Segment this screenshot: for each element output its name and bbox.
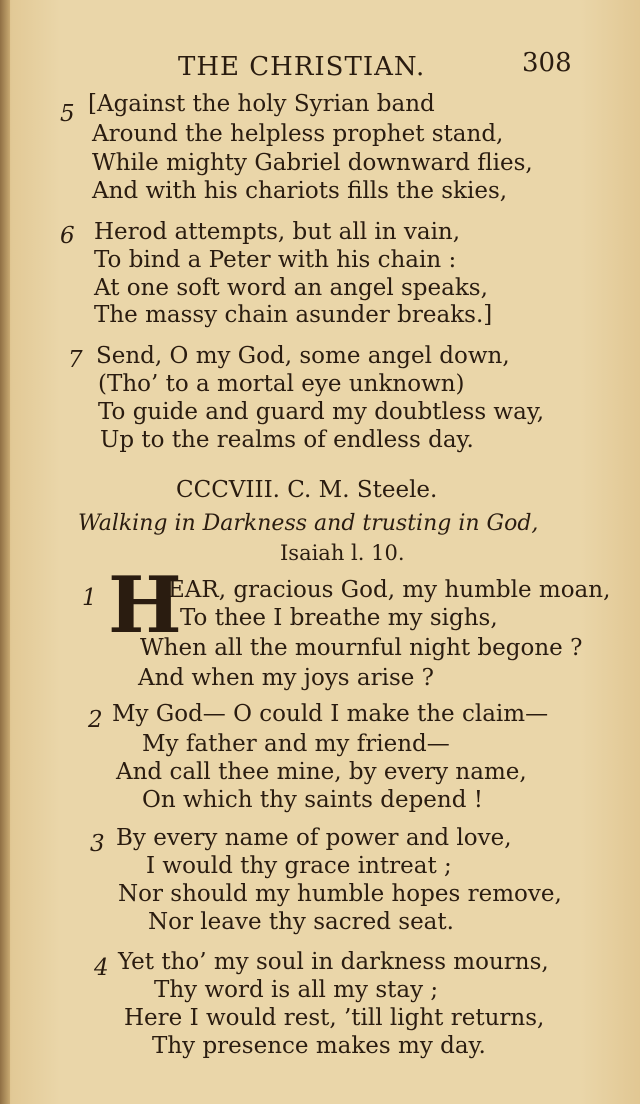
drop-cap: H [108,560,182,651]
verse-line: The massy chain asunder breaks.] [94,302,493,328]
stanza-number: 6 [60,223,75,249]
verse-line: And call thee mine, by every name, [116,759,527,785]
scripture-reference: Isaiah l. 10. [280,541,405,565]
verse-line: [Against the holy Syrian band [88,91,435,117]
page-number: 308 [522,48,572,78]
verse-line: Herod attempts, but all in vain, [94,219,461,245]
verse-line: By every name of power and love, [116,825,512,851]
verse-line: To thee I breathe my sighs, [180,605,498,631]
running-title: THE CHRISTIAN. [178,52,426,82]
verse-line: I would thy grace intreat ; [146,853,452,879]
verse-line: Thy presence makes my day. [152,1033,486,1059]
verse-line: Up to the realms of endless day. [100,427,474,453]
stanza-number: 2 [88,707,103,733]
verse-line: (Tho’ to a mortal eye unknown) [98,371,465,397]
stanza-number: 1 [82,585,97,611]
verse-line: Thy word is all my stay ; [154,977,439,1003]
verse-line: Nor should my humble hopes remove, [118,881,562,907]
verse-line: While mighty Gabriel downward flies, [92,150,533,176]
stanza-number: 7 [68,347,83,373]
verse-line: Send, O my God, some angel down, [96,343,510,369]
verse-line: Nor leave thy sacred seat. [148,909,454,935]
hymn-heading: CCCVIII. C. M. Steele. [176,477,438,503]
verse-line: My father and my friend— [142,731,450,757]
verse-line: On which thy saints depend ! [142,787,484,813]
page-spine-edge [0,0,10,1104]
stanza-number: 5 [60,101,75,127]
verse-line: EAR, gracious God, my humble moan, [168,577,611,603]
verse-line: My God— O could I make the claim— [112,701,549,727]
verse-line: To bind a Peter with his chain : [94,247,457,273]
verse-line: To guide and guard my doubtless way, [98,399,545,425]
verse-line: At one soft word an angel speaks, [94,275,488,301]
stanza-number: 4 [94,955,109,981]
stanza-number: 3 [90,831,105,857]
verse-line: And with his chariots fills the skies, [92,178,508,204]
verse-line: Yet tho’ my soul in darkness mourns, [118,949,549,975]
hymn-title: Walking in Darkness and trusting in God, [78,511,539,536]
verse-line: When all the mournful night begone ? [140,635,583,661]
verse-line: Here I would rest, ’till light returns, [124,1005,545,1031]
verse-line: And when my joys arise ? [138,665,435,691]
verse-line: Around the helpless prophet stand, [92,121,504,147]
page-header [0,46,640,86]
